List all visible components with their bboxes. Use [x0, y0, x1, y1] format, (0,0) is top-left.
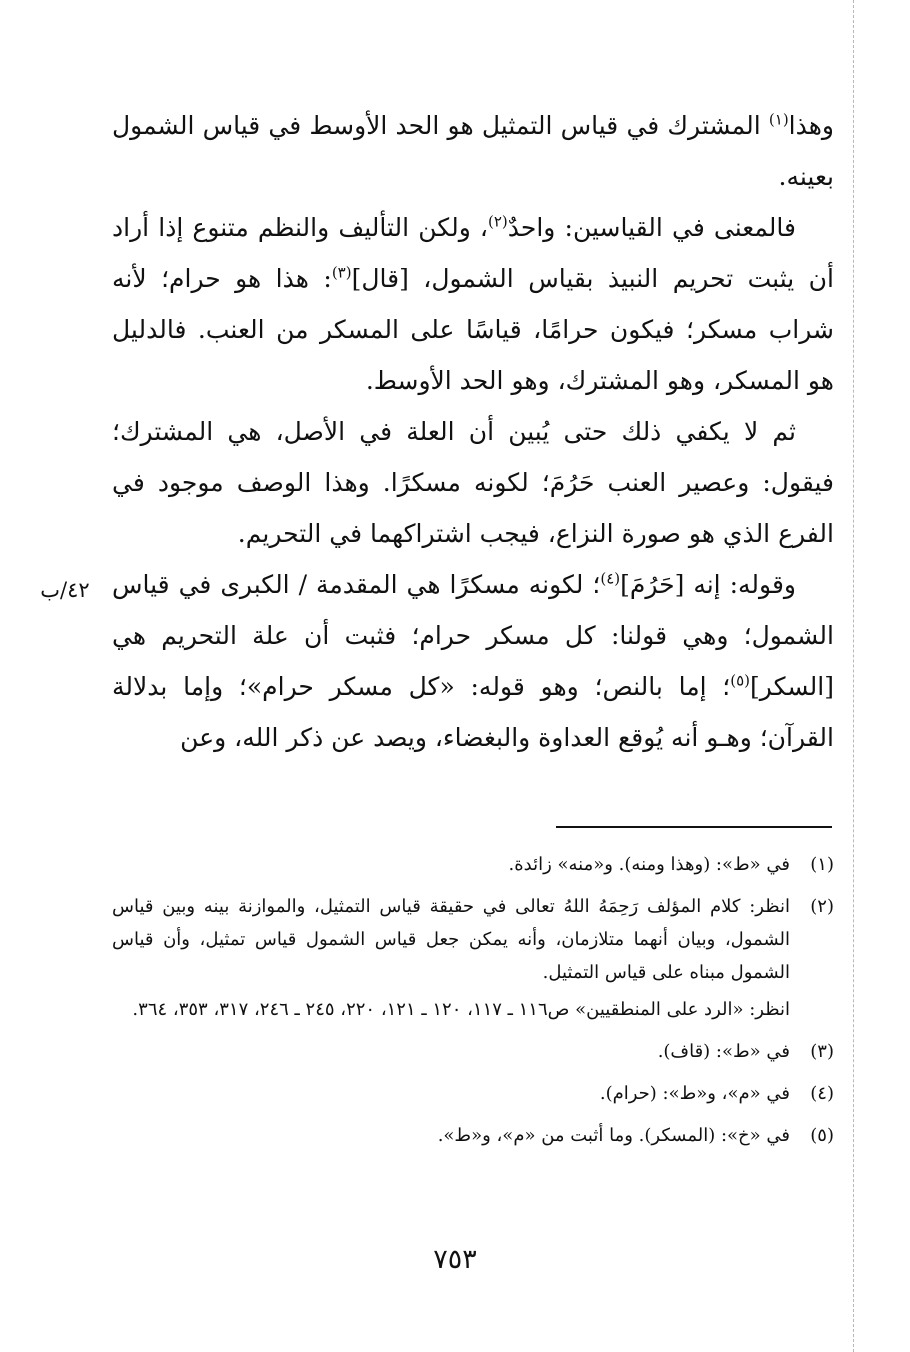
page-number: ٧٥٣: [433, 1244, 477, 1275]
paragraph-2-end: : هذا هو حرام؛ لأنه شراب مسكر؛ فيكون حرامًا، قياسًا على المسكر من العنب. فالدليل هو المسكر، وهو المشترك، وهو الحد الأوسط.: [112, 264, 834, 395]
footnote-number: (٢): [810, 896, 834, 917]
footnote-5: [112, 1119, 834, 1152]
footnote-ref-4[interactable]: (٤): [600, 569, 621, 588]
paragraph-4-start: وقوله: إنه [حَرُمَ]: [620, 570, 796, 599]
paragraph-2-start: فالمعنى في القياسين: واحدٌ: [507, 213, 796, 242]
footnote-2: [112, 890, 834, 1026]
footnote-1: [112, 848, 834, 881]
footnote-text: [112, 1119, 790, 1152]
footnote-line: في «ط»: (قاف).: [657, 1041, 790, 1062]
manuscript-folio-marker: ٤٢/ب: [40, 578, 90, 602]
footnote-ref-1[interactable]: (١): [768, 110, 789, 129]
footnote-ref-3[interactable]: (٣): [331, 263, 352, 282]
paragraph-1-start: وهذا: [788, 111, 834, 140]
footnote-ref-5[interactable]: (٥): [730, 671, 751, 690]
footnote-number: (٥): [810, 1125, 834, 1146]
footnotes-section: [112, 848, 834, 1161]
main-text: [112, 100, 834, 763]
paragraph-2-middle: ، ولكن التأليف والنظم متنوع إذا أراد أن يثبت تحريم النبيذ بقياس الشمول، [قال]: [112, 213, 834, 293]
footnote-text: [112, 1077, 790, 1110]
footnote-4: [112, 1077, 834, 1110]
footnote-ref-2[interactable]: (٢): [488, 212, 508, 231]
footnote-line: انظر: كلام المؤلف رَحِمَهُ اللهُ تعالى في حقيقة قياس التمثيل، والموازنة بينه وبين قياس الشمول، وبيان أنهما متلازمان، وأنه يمكن جعل قياس الشمول قياس تمثيل، وأن قياس الشمول مبناه على قياس التمثيل.: [112, 896, 790, 983]
footnote-separator: [556, 826, 832, 828]
paragraph-4: [112, 559, 834, 763]
footnote-number: (٤): [810, 1083, 834, 1104]
paragraph-1: [112, 100, 834, 202]
footnote-line: في «ط»: (وهذا ومنه). و«منه» زائدة.: [508, 854, 790, 875]
paragraph-2: [112, 202, 834, 406]
footnote-number: (٣): [810, 1041, 834, 1062]
paragraph-1-rest: المشترك في قياس التمثيل هو الحد الأوسط في قياس الشمول بعينه.: [112, 111, 834, 191]
footnote-text: [112, 848, 790, 881]
footnote-line: في «م»، و«ط»: (حرام).: [599, 1083, 790, 1104]
footnote-reference-line: انظر: «الرد على المنطقيين» ص١١٦ ـ ١١٧، ١٢٠ ـ ١٢١، ٢٢٠، ٢٤٥ ـ ٢٤٦، ٣١٧، ٣٥٣، ٣٦٤.: [132, 999, 790, 1020]
paragraph-3: ثم لا يكفي ذلك حتى يُبين أن العلة في الأصل، هي المشترك؛ فيقول: وعصير العنب حَرُمَ؛ لكونه مسكرًا. وهذا الوصف موجود في الفرع الذي هو صورة النزاع، فيجب اشتراكهما في التحريم.: [112, 417, 834, 548]
paragraph-4-middle: ؛ لكونه مسكرًا هي المقدمة / الكبرى في قياس الشمول؛ وهي قولنا: كل مسكر حرام؛ فثبت أن علة التحريم هي [السكر]: [112, 570, 834, 701]
footnote-number: (١): [810, 854, 834, 875]
paragraph-4-end: ؛ إما بالنص؛ وهو قوله: «كل مسكر حرام»؛ وإما بدلالة القرآن؛ وهـو أنه يُوقع العداوة والبغضاء، ويصد عن ذكر الله، وعن: [112, 672, 834, 752]
footnote-text: [112, 890, 790, 1026]
footnote-text: [112, 1035, 790, 1068]
footnote-line: في «خ»: (المسكر). وما أثبت من «م»، و«ط».: [437, 1125, 790, 1146]
footnote-3: [112, 1035, 834, 1068]
